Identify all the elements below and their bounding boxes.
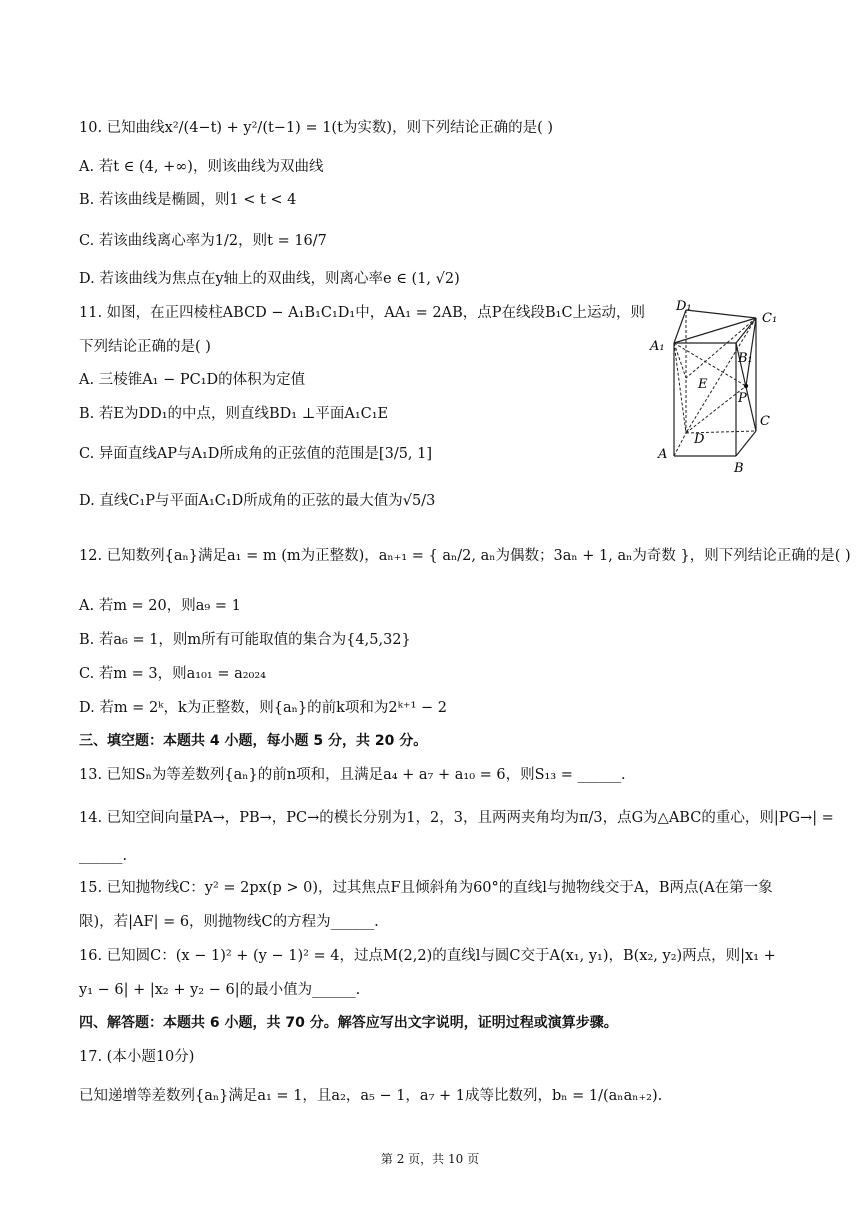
label-D: D xyxy=(694,432,705,447)
prism-figure xyxy=(646,298,786,480)
text-line: D. 若该曲线为焦点在y轴上的双曲线，则离心率e ∈ (1, √2) xyxy=(79,271,460,287)
text-line: C. 若该曲线离心率为1/2，则t = 16/7 xyxy=(79,233,327,249)
text-line: 13. 已知Sₙ为等差数列{aₙ}的前n项和，且满足a₄ + a₇ + a₁₀ = 6，则S₁₃ = ______. xyxy=(79,767,626,783)
text-line: D. 若m = 2ᵏ，k为正整数，则{aₙ}的前k项和为2ᵏ⁺¹ − 2 xyxy=(79,700,447,716)
text-line: C. 若m = 3，则a₁₀₁ = a₂₀₂₄ xyxy=(79,666,266,682)
label-B: B xyxy=(734,461,744,476)
label-E: E xyxy=(698,377,708,392)
label-B1: B₁ xyxy=(738,351,753,366)
label-C: C xyxy=(760,414,770,429)
label-A: A xyxy=(658,447,668,462)
section-heading: 三、填空题：本题共 4 小题，每小题 5 分，共 20 分。 xyxy=(79,733,428,749)
text-line: B. 若a₆ = 1，则m所有可能取值的集合为{4,5,32} xyxy=(79,632,411,648)
text-line: y₁ − 6| + |x₂ + y₂ − 6|的最小值为______. xyxy=(79,982,361,998)
text-line: B. 若E为DD₁的中点，则直线BD₁ ⊥平面A₁C₁E xyxy=(79,406,389,422)
label-P: P xyxy=(738,391,747,406)
text-line: 11. 如图，在正四棱柱ABCD − A₁B₁C₁D₁中，AA₁ = 2AB，点P在线段B₁C上运动，则 xyxy=(79,305,646,321)
text-line: 14. 已知空间向量PA→，PB→，PC→的模长分别为1，2，3，且两两夹角均为π/3，点G为△ABC的重心，则|PG→| = xyxy=(79,810,834,826)
text-line: 限)，若|AF| = 6，则抛物线C的方程为______. xyxy=(79,914,379,930)
label-D1: D₁ xyxy=(676,299,692,314)
text-line: 10. 已知曲线x²/(4−t) + y²/(t−1) = 1(t为实数)，则下列结论正确的是( ) xyxy=(79,120,553,136)
text-line: C. 异面直线AP与A₁D所成角的正弦值的范围是[3/5, 1] xyxy=(79,446,433,462)
text-line: B. 若该曲线是椭圆，则1 < t < 4 xyxy=(79,192,297,208)
label-C1: C₁ xyxy=(762,311,778,326)
page-footer: 第 2 页，共 10 页 xyxy=(380,1152,480,1166)
text-line: 16. 已知圆C：(x − 1)² + (y − 1)² = 4，过点M(2,2)的直线l与圆C交于A(x₁, y₁)，B(x₂, y₂)两点，则|x₁ + xyxy=(79,948,776,964)
section-heading: 四、解答题：本题共 6 小题，共 70 分。解答应写出文字说明，证明过程或演算步骤。 xyxy=(79,1015,618,1031)
text-line: 下列结论正确的是( ) xyxy=(79,339,211,355)
text-line: D. 直线C₁P与平面A₁C₁D所成角的正弦的最大值为√5/3 xyxy=(79,493,436,509)
text-line: 17. (本小题10分) xyxy=(79,1049,195,1065)
text-line: 已知递增等差数列{aₙ}满足a₁ = 1，且a₂，a₅ − 1，a₇ + 1成等比数列，bₙ = 1/(aₙaₙ₊₂). xyxy=(79,1088,663,1104)
text-line: A. 若m = 20，则a₉ = 1 xyxy=(79,598,241,614)
text-line: ______. xyxy=(79,848,128,864)
label-A1: A₁ xyxy=(650,339,665,354)
text-line: A. 三棱锥A₁ − PC₁D的体积为定值 xyxy=(79,372,306,388)
text-line: 12. 已知数列{aₙ}满足a₁ = m (m为正整数)，aₙ₊₁ = { aₙ/2, aₙ为偶数；3aₙ + 1, aₙ为奇数 }，则下列结论正确的是( ) xyxy=(79,548,851,564)
text-line: A. 若t ∈ (4, +∞)，则该曲线为双曲线 xyxy=(79,159,324,175)
text-line: 15. 已知抛物线C：y² = 2px(p > 0)，过其焦点F且倾斜角为60°的直线l与抛物线交于A，B两点(A在第一象 xyxy=(79,880,773,896)
